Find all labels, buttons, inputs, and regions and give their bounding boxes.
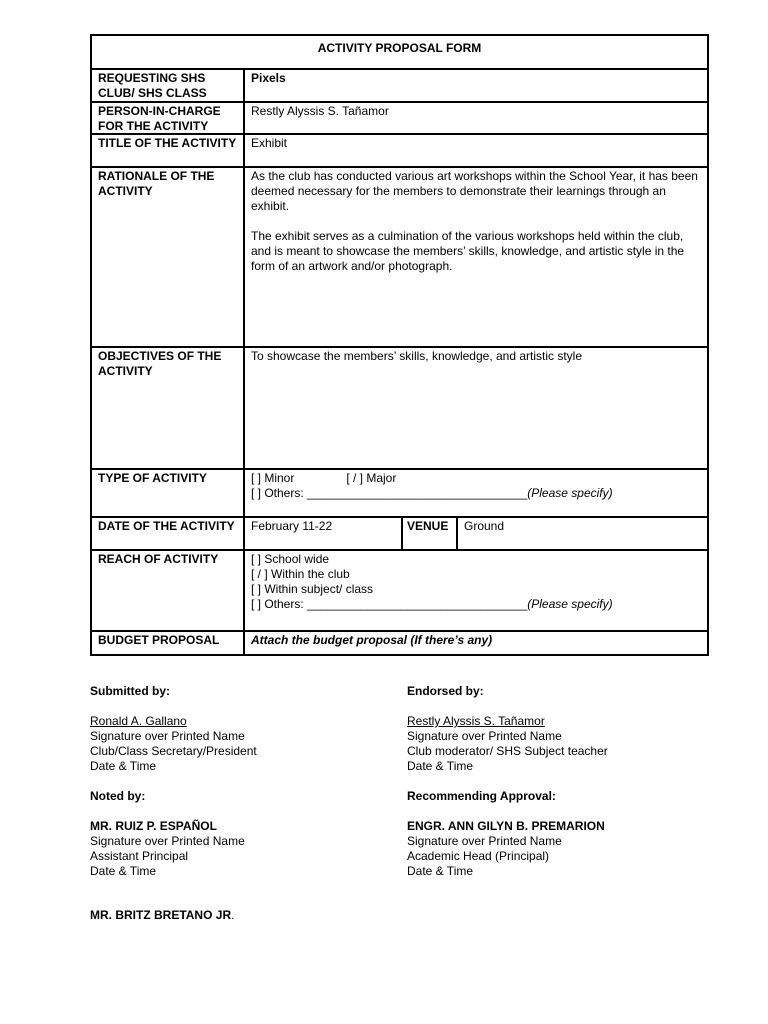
noted-by-block — [90, 789, 245, 879]
row-type — [92, 470, 707, 518]
noted-by-line2: Assistant Principal — [90, 849, 189, 863]
title-label: TITLE OF THE ACTIVITY — [92, 135, 245, 166]
endorsed-by-line3: Date & Time — [407, 759, 474, 773]
reach-value — [245, 551, 707, 630]
venue-value: Ground — [464, 519, 505, 533]
submitted-by-block — [90, 684, 257, 774]
noted-by-header: Noted by: — [90, 789, 146, 803]
pic-value: Restly Alyssis S. Tañamor — [251, 104, 389, 118]
noted-by-line3: Date & Time — [90, 864, 157, 878]
row-date-venue — [92, 518, 707, 551]
date-value: February 11-22 — [245, 518, 403, 549]
recommending-approval-line3: Date & Time — [407, 864, 474, 878]
rationale-label: RATIONALE OF THE ACTIVITY — [92, 168, 245, 346]
endorsed-by-line1: Signature over Printed Name — [407, 729, 562, 743]
objectives-label: OBJECTIVES OF THE ACTIVITY — [92, 348, 245, 468]
budget-value: Attach the budget proposal (If there’s any) — [251, 633, 493, 647]
rationale-paragraph-1: As the club has conducted various art workshops within the School Year, it has been deemed necessary for the members to demonstrate their learnings through an exhibit. — [251, 169, 698, 213]
club-value: Pixels — [251, 71, 286, 85]
submitted-by-line3: Date & Time — [90, 759, 157, 773]
venue-label: VENUE — [403, 518, 458, 549]
submitted-by-line2: Club/Class Secretary/President — [90, 744, 257, 758]
endorsed-by-line2: Club moderator/ SHS Subject teacher — [407, 744, 608, 758]
reach-within-club-checkbox[interactable]: [ / ] Within the club — [251, 567, 350, 581]
reach-school-wide-checkbox[interactable]: [ ] School wide — [251, 552, 330, 566]
reach-others-checkbox[interactable]: [ ] Others: _________________________________ — [251, 597, 528, 611]
endorsed-by-name: Restly Alyssis S. Tañamor — [407, 714, 545, 728]
submitted-by-header: Submitted by: — [90, 684, 170, 698]
pic-label: PERSON-IN-CHARGE FOR THE ACTIVITY — [92, 103, 245, 133]
row-rationale — [92, 168, 707, 348]
type-major-checkbox[interactable]: [ / ] Major — [346, 471, 397, 485]
final-signatory — [90, 908, 234, 923]
recommending-approval-name: ENGR. ANN GILYN B. PREMARION — [407, 819, 605, 833]
row-title — [92, 135, 707, 168]
endorsed-by-header: Endorsed by: — [407, 684, 484, 698]
final-signatory-name: MR. BRITZ BRETANO JR — [90, 908, 232, 922]
row-objectives — [92, 348, 707, 470]
title-value: Exhibit — [251, 136, 288, 150]
submitted-by-line1: Signature over Printed Name — [90, 729, 245, 743]
noted-by-line1: Signature over Printed Name — [90, 834, 245, 848]
date-label: DATE OF THE ACTIVITY — [92, 518, 245, 549]
submitted-by-name: Ronald A. Gallano — [90, 714, 187, 728]
reach-within-subject-checkbox[interactable]: [ ] Within subject/ class — [251, 582, 374, 596]
type-specify-text: (Please specify) — [527, 486, 613, 500]
recommending-approval-block — [407, 789, 605, 879]
rationale-paragraph-2: The exhibit serves as a culmination of the various workshops held within the club, and is meant to showcase the members’ skills, knowledge, and artistic style in the form of an artwork and/or photograph. — [251, 229, 685, 273]
rationale-value — [245, 168, 707, 346]
row-budget — [92, 632, 707, 654]
row-club — [92, 70, 707, 103]
type-value — [245, 470, 707, 516]
final-signatory-period: . — [231, 908, 235, 922]
endorsed-by-block — [407, 684, 608, 774]
reach-specify-text: (Please specify) — [527, 597, 613, 611]
row-reach — [92, 551, 707, 632]
noted-by-name: MR. RUIZ P. ESPAÑOL — [90, 819, 217, 833]
recommending-approval-line2: Academic Head (Principal) — [407, 849, 550, 863]
form-title: ACTIVITY PROPOSAL FORM — [92, 36, 707, 70]
row-person-in-charge — [92, 103, 707, 135]
type-label: TYPE OF ACTIVITY — [92, 470, 245, 516]
budget-label: BUDGET PROPOSAL — [92, 632, 245, 654]
type-minor-checkbox[interactable]: [ ] Minor — [251, 471, 295, 485]
activity-proposal-form — [90, 34, 709, 656]
reach-label: REACH OF ACTIVITY — [92, 551, 245, 630]
objectives-value: To showcase the members’ skills, knowledge, and artistic style — [251, 349, 583, 363]
club-label: REQUESTING SHS CLUB/ SHS CLASS — [92, 70, 245, 101]
recommending-approval-header: Recommending Approval: — [407, 789, 556, 803]
recommending-approval-line1: Signature over Printed Name — [407, 834, 562, 848]
type-others-checkbox[interactable]: [ ] Others: _________________________________ — [251, 486, 528, 500]
